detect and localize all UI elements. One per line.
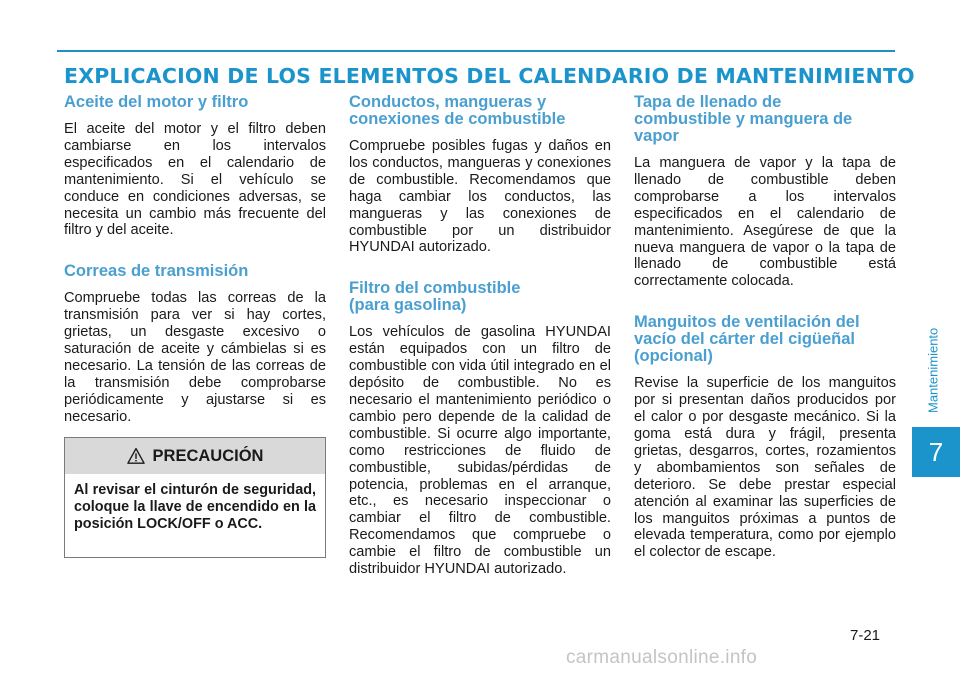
section-title: Correas de transmisión — [64, 262, 249, 281]
section-title: Conductos, mangueras y conexiones de combustible — [349, 93, 566, 128]
section-body: Compruebe posibles fugas y daños en los conductos, mangueras y conexiones de combustible. Recomendamos que haga cambiar los conductos, las mangueras y las conexiones de combustible por un distribuidor HYUNDAI autorizado. — [349, 138, 611, 256]
section-fuel-filter — [349, 280, 611, 578]
header-rule — [57, 50, 895, 52]
section-body: La manguera de vapor y la tapa de llenado de combustible deben comprobarse a los intervalos especificados en el calendario de mantenimiento. Asegúrese de que la nueva manguera de vapor o la tapa de llenado de combustible está correctamente colocada. — [634, 155, 896, 290]
section-title: Manguitos de ventilación del vacío del cárter del cigüeñal (opcional) — [634, 313, 860, 366]
watermark: carmanualsonline.info — [566, 647, 758, 668]
section-body: El aceite del motor y el filtro deben cambiarse en los intervalos especificados en el calendario de mantenimiento. Si el vehículo se conduce en condiciones adversas, se necesita un cambio más frecuente del filtro y del aceite. — [64, 121, 326, 239]
caution-box — [64, 437, 326, 558]
section-drive-belts — [64, 263, 326, 425]
page-number: 7-21 — [850, 627, 881, 644]
chapter-label: Mantenimiento — [925, 327, 941, 413]
section-vent-hoses — [634, 314, 896, 561]
section-filler-cap — [634, 94, 896, 290]
section-title: Tapa de llenado de combustible y manguera de vapor — [634, 93, 853, 145]
caution-title: PRECAUCIÓN — [152, 446, 264, 465]
section-body: Compruebe todas las correas de la transmisión para ver si hay cortes, grietas, un desgaste excesivo o saturación de aceite y cámbielas si es necesario. La tensión de las correas de la transmisión debe comprobarse periódicamente y ajustarse si es necesario. — [64, 290, 326, 425]
page-heading: EXPLICACION DE LOS ELEMENTOS DEL CALENDARIO DE MANTENIMIENTO — [64, 64, 915, 88]
section-body: Revise la superficie de los manguitos por si presentan daños producidos por el calor o por desgaste mecánico. Si la goma está dura y frágil, presenta grietas, desgarros, cortes, rozamientos y abombamientos son señales de deterioro. Se debe prestar especial atención al examinar las superficies de los manguitos próximas a puntos de elevada temperatura, como por ejemplo el colector de escape. — [634, 375, 896, 561]
warning-triangle-icon — [127, 447, 145, 465]
chapter-number-tab: 7 — [912, 427, 960, 477]
column-1 — [64, 94, 326, 450]
caution-text: Al revisar el cinturón de seguridad, coloque la llave de encendido en la posición LOCK/OFF o ACC. — [74, 482, 316, 532]
column-3 — [634, 94, 896, 585]
section-body: Los vehículos de gasolina HYUNDAI están equipados con un filtro de combustible con vida útil integrado en el depósito de combustible. No es necesario el mantenimiento periódico o cambio pero depende de la calidad de combustible. Si ocurre algo importante, como restricciones de fluido de combustible, subidas/pérdidas de potencia, problemas en el arranque, etc., es necesario inspeccionar o cambiar el filtro de combustible. Recomendamos que compruebe o cambie el filtro de combustible un distribuidor HYUNDAI autorizado. — [349, 324, 611, 578]
section-fuel-lines — [349, 94, 611, 256]
section-title: Filtro del combustible (para gasolina) — [349, 279, 521, 315]
section-title: Aceite del motor y filtro — [64, 93, 249, 111]
section-engine-oil — [64, 94, 326, 239]
column-2 — [349, 94, 611, 602]
caution-header — [65, 438, 325, 474]
